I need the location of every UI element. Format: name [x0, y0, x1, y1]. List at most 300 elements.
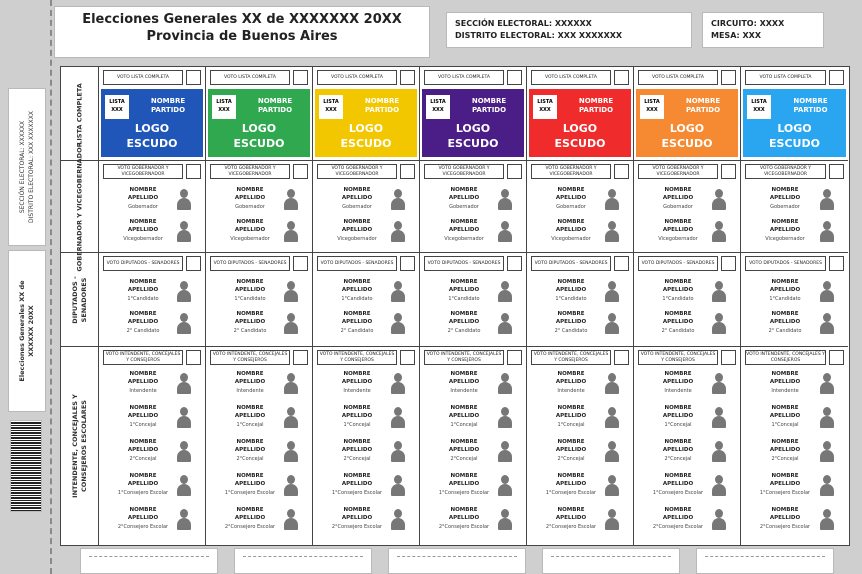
candidate-photo-icon: [605, 475, 619, 497]
candidate-first-name: NOMBRE: [664, 219, 692, 225]
candidate-first-name: NOMBRE: [557, 311, 585, 317]
party-logo: [743, 121, 846, 151]
candidate: [103, 311, 201, 341]
vote-lista-completa-label: VOTO LISTA COMPLETA: [117, 74, 169, 80]
candidate: [531, 371, 629, 401]
vote-gobernador-checkbox[interactable]: [507, 164, 522, 179]
lista-value: XXX: [218, 107, 230, 113]
candidate-first-name: NOMBRE: [664, 439, 692, 445]
candidate-role: Vicegobernador: [230, 236, 270, 242]
vote-intendente-checkbox[interactable]: [507, 350, 522, 365]
candidate-first-name: NOMBRE: [236, 405, 264, 411]
lista-number: [640, 95, 664, 119]
candidate-photo-icon: [498, 373, 512, 395]
candidate: [745, 371, 844, 401]
intendente-cell: [634, 347, 740, 545]
section-info-box: [446, 12, 692, 48]
gobernador-cell: [527, 161, 633, 253]
vote-gobernador-checkbox[interactable]: [293, 164, 308, 179]
candidate-last-name: APELLIDO: [555, 413, 587, 419]
candidate-last-name: APELLIDO: [555, 515, 587, 521]
candidate: [424, 219, 522, 249]
candidate: [745, 405, 844, 435]
vote-gobernador-label: VOTO GOBERNADOR Y VICEGOBERNADOR: [545, 165, 597, 177]
row-label-diputados-l2: SENADORES: [79, 277, 88, 322]
candidate: [745, 187, 844, 217]
vote-lista-completa-checkbox[interactable]: [293, 70, 308, 85]
vote-diputados-checkbox[interactable]: [293, 256, 308, 271]
lista-label: LISTA: [216, 99, 232, 105]
candidate-photo-icon: [284, 407, 298, 429]
escudo-text: ESCUDO: [233, 137, 285, 150]
candidate-photo-icon: [284, 221, 298, 243]
vote-lista-completa: [638, 70, 718, 85]
vote-diputados-checkbox[interactable]: [400, 256, 415, 271]
vote-intendente-checkbox[interactable]: [721, 350, 736, 365]
party-name-l2: PARTIDO: [364, 106, 400, 114]
vote-lista-completa-checkbox[interactable]: [186, 70, 201, 85]
vote-gobernador-label: VOTO GOBERNADOR Y VICEGOBERNADOR: [117, 165, 169, 177]
candidate-role: 2°Consejero Escolar: [759, 524, 811, 530]
ballot-subtitle: Provincia de Buenos Aires: [146, 29, 338, 44]
candidate-last-name: APELLIDO: [555, 227, 587, 233]
candidate-first-name: NOMBRE: [343, 279, 371, 285]
candidate-last-name: APELLIDO: [555, 447, 587, 453]
candidate-last-name: APELLIDO: [341, 195, 373, 201]
lista-completa-cell: [420, 67, 526, 161]
vote-lista-completa: [210, 70, 290, 85]
candidate-role: Gobernador: [449, 204, 479, 210]
vote-intendente-checkbox[interactable]: [186, 350, 201, 365]
candidate-first-name: NOMBRE: [450, 371, 478, 377]
candidate: [210, 371, 308, 401]
lista-number: [319, 95, 343, 119]
candidate-role: 2°Consejero Escolar: [652, 524, 704, 530]
candidate-first-name: NOMBRE: [771, 439, 799, 445]
footer-strip: [80, 548, 218, 574]
lista-value: XXX: [325, 107, 337, 113]
candidate: [317, 187, 415, 217]
vote-diputados-checkbox[interactable]: [186, 256, 201, 271]
candidate-photo-icon: [712, 373, 726, 395]
vote-intendente-label: VOTO INTENDENTE, CONCEJALES Y CONSEJEROS: [533, 351, 609, 363]
candidate-role: Gobernador: [770, 204, 800, 210]
gobernador-cell: [206, 161, 312, 253]
logo-text: LOGO: [241, 122, 277, 135]
gobernador-cell: [420, 161, 526, 253]
candidate-last-name: APELLIDO: [234, 319, 266, 325]
candidate-photo-icon: [820, 313, 834, 335]
vote-diputados-checkbox[interactable]: [721, 256, 736, 271]
candidate: [103, 279, 201, 309]
vote-lista-completa-checkbox[interactable]: [829, 70, 844, 85]
diputados-cell: [206, 253, 312, 347]
vote-intendente: [210, 350, 290, 365]
candidate: [103, 371, 201, 401]
candidate-first-name: NOMBRE: [343, 371, 371, 377]
candidate-role: 1°Candidato: [234, 296, 266, 302]
vote-gobernador-checkbox[interactable]: [186, 164, 201, 179]
lista-number: [426, 95, 450, 119]
candidate: [745, 219, 844, 249]
candidate-role: 1°Concejal: [236, 422, 264, 428]
party-logo: [315, 121, 417, 151]
party-name-l2: PARTIDO: [578, 106, 614, 114]
candidate-photo-icon: [820, 221, 834, 243]
candidate-role: 2°Concejal: [129, 456, 157, 462]
candidate-last-name: APELLIDO: [234, 515, 266, 521]
vote-gobernador-checkbox[interactable]: [400, 164, 415, 179]
candidate: [531, 219, 629, 249]
party-name-l1: NOMBRE: [685, 97, 721, 105]
vote-intendente-checkbox[interactable]: [614, 350, 629, 365]
candidate-last-name: APELLIDO: [341, 319, 373, 325]
party-logo-block: [743, 89, 846, 157]
lista-completa-cell: [99, 67, 205, 161]
candidate: [531, 507, 629, 537]
candidate-first-name: NOMBRE: [236, 279, 264, 285]
vote-diputados: [210, 256, 290, 271]
candidate-role: 2°Concejal: [664, 456, 692, 462]
candidate-last-name: APELLIDO: [662, 227, 694, 233]
candidate-role: 2° Candidato: [768, 328, 802, 334]
candidate-role: 1°Consejero Escolar: [438, 490, 490, 496]
candidate-first-name: NOMBRE: [664, 371, 692, 377]
candidate-photo-icon: [498, 475, 512, 497]
candidate-role: 1°Consejero Escolar: [652, 490, 704, 496]
vote-diputados-checkbox[interactable]: [829, 256, 844, 271]
candidate-last-name: APELLIDO: [555, 319, 587, 325]
candidate-first-name: NOMBRE: [664, 311, 692, 317]
candidate: [424, 371, 522, 401]
candidate-role: 1°Consejero Escolar: [331, 490, 383, 496]
candidate-photo-icon: [605, 509, 619, 531]
candidate: [210, 439, 308, 469]
candidate: [424, 405, 522, 435]
candidate-first-name: NOMBRE: [343, 311, 371, 317]
vote-gobernador-label: VOTO GOBERNADOR Y VICEGOBERNADOR: [331, 165, 383, 177]
vote-intendente-label: VOTO INTENDENTE, CONCEJALES Y CONSEJEROS: [319, 351, 395, 363]
vote-diputados: [424, 256, 504, 271]
party-name-l2: PARTIDO: [257, 106, 293, 114]
party-name: [242, 97, 308, 115]
lista-label: LISTA: [644, 99, 660, 105]
footer-strip: [234, 548, 372, 574]
seccion-electoral: SECCIÓN ELECTORAL: XXXXXX: [455, 19, 592, 28]
candidate-last-name: APELLIDO: [234, 413, 266, 419]
vote-lista-completa: [103, 70, 183, 85]
candidate-last-name: APELLIDO: [769, 319, 801, 325]
candidate-last-name: APELLIDO: [662, 413, 694, 419]
vote-lista-completa: [745, 70, 826, 85]
candidate-last-name: APELLIDO: [448, 379, 480, 385]
candidate-last-name: APELLIDO: [555, 287, 587, 293]
vote-lista-completa-checkbox[interactable]: [400, 70, 415, 85]
candidate: [638, 311, 736, 341]
party-name-l1: NOMBRE: [364, 97, 400, 105]
candidate-role: 1°Concejal: [771, 422, 799, 428]
candidate-photo-icon: [284, 189, 298, 211]
candidate-first-name: NOMBRE: [236, 507, 264, 513]
candidate-first-name: NOMBRE: [450, 473, 478, 479]
candidate-first-name: NOMBRE: [664, 405, 692, 411]
candidate-photo-icon: [284, 281, 298, 303]
intendente-cell: [206, 347, 312, 545]
candidate-photo-icon: [712, 189, 726, 211]
lista-value: XXX: [432, 107, 444, 113]
candidate: [317, 473, 415, 503]
candidate-last-name: APELLIDO: [127, 413, 159, 419]
vote-diputados-label: VOTO DIPUTADOS - SENADORES: [749, 260, 822, 266]
vote-intendente-checkbox[interactable]: [293, 350, 308, 365]
candidate-role: 1°Candidato: [555, 296, 587, 302]
candidate-photo-icon: [605, 407, 619, 429]
candidate-role: Intendente: [771, 388, 799, 394]
candidate-last-name: APELLIDO: [341, 481, 373, 487]
vote-intendente: [531, 350, 611, 365]
candidate-first-name: NOMBRE: [129, 279, 157, 285]
candidate-role: 1°Candidato: [448, 296, 480, 302]
candidate-photo-icon: [605, 441, 619, 463]
candidate-role: Gobernador: [342, 204, 372, 210]
candidate-last-name: APELLIDO: [341, 515, 373, 521]
candidate-photo-icon: [712, 441, 726, 463]
vote-intendente-label: VOTO INTENDENTE, CONCEJALES Y CONSEJEROS: [640, 351, 716, 363]
vote-diputados: [317, 256, 397, 271]
vote-gobernador-label: VOTO GOBERNADOR Y VICEGOBERNADOR: [759, 165, 812, 177]
candidate-last-name: APELLIDO: [448, 319, 480, 325]
vote-diputados-checkbox[interactable]: [507, 256, 522, 271]
intendente-cell: [420, 347, 526, 545]
candidate: [103, 473, 201, 503]
candidate-first-name: NOMBRE: [450, 187, 478, 193]
candidate-photo-icon: [605, 313, 619, 335]
candidate: [745, 279, 844, 309]
candidate-photo-icon: [391, 373, 405, 395]
party-logo-block: [208, 89, 310, 157]
candidate-role: Intendente: [557, 388, 585, 394]
row-label-intendente-l1: INTENDENTE, CONCEJALES Y: [70, 394, 79, 498]
candidate: [424, 187, 522, 217]
candidate-last-name: APELLIDO: [555, 379, 587, 385]
candidate-role: 2°Concejal: [343, 456, 371, 462]
vote-diputados-label: VOTO DIPUTADOS - SENADORES: [534, 260, 608, 266]
candidate: [317, 279, 415, 309]
candidate-role: 2°Consejero Escolar: [331, 524, 383, 530]
candidate-photo-icon: [391, 441, 405, 463]
candidate-role: 1°Concejal: [450, 422, 478, 428]
candidate-photo-icon: [820, 373, 834, 395]
vote-lista-completa-label: VOTO LISTA COMPLETA: [759, 74, 812, 80]
vote-diputados-label: VOTO DIPUTADOS - SENADORES: [320, 260, 394, 266]
party-logo-block: [315, 89, 417, 157]
distrito-electoral: DISTRITO ELECTORAL: XXX XXXXXXX: [455, 31, 623, 40]
candidate-role: 2° Candidato: [340, 328, 374, 334]
candidate-first-name: NOMBRE: [664, 279, 692, 285]
candidate-first-name: NOMBRE: [236, 439, 264, 445]
row-label-gobernador-text: GOBERNADOR Y VICEGOBERNADOR: [75, 141, 83, 272]
candidate-role: 1°Concejal: [557, 422, 585, 428]
vote-intendente-checkbox[interactable]: [829, 350, 844, 365]
logo-text: LOGO: [348, 122, 384, 135]
candidate-first-name: NOMBRE: [236, 311, 264, 317]
intendente-cell: [313, 347, 419, 545]
vote-gobernador-checkbox[interactable]: [614, 164, 629, 179]
escudo-text: ESCUDO: [126, 137, 178, 150]
candidate-last-name: APELLIDO: [555, 195, 587, 201]
party-logo-block: [529, 89, 631, 157]
vote-lista-completa-label: VOTO LISTA COMPLETA: [652, 74, 704, 80]
candidate-last-name: APELLIDO: [341, 379, 373, 385]
party-column: [420, 67, 527, 545]
candidate-last-name: APELLIDO: [234, 379, 266, 385]
vote-gobernador: [638, 164, 718, 179]
vote-gobernador-checkbox[interactable]: [721, 164, 736, 179]
candidate-first-name: NOMBRE: [771, 405, 799, 411]
footer-strip: [696, 548, 834, 574]
candidate-first-name: NOMBRE: [557, 507, 585, 513]
vote-diputados-checkbox[interactable]: [614, 256, 629, 271]
logo-text: LOGO: [777, 122, 812, 135]
vote-gobernador-checkbox[interactable]: [829, 164, 844, 179]
vote-lista-completa-label: VOTO LISTA COMPLETA: [224, 74, 276, 80]
candidate-first-name: NOMBRE: [771, 187, 799, 193]
candidate: [745, 473, 844, 503]
candidate-last-name: APELLIDO: [662, 515, 694, 521]
candidate-first-name: NOMBRE: [129, 219, 157, 225]
escudo-text: ESCUDO: [447, 137, 499, 150]
candidate-first-name: NOMBRE: [771, 219, 799, 225]
lista-value: XXX: [753, 107, 765, 113]
candidate-photo-icon: [712, 475, 726, 497]
candidate: [317, 371, 415, 401]
candidate-role: 1°Concejal: [664, 422, 692, 428]
mesa: MESA: XXX: [711, 31, 762, 40]
candidate-photo-icon: [712, 221, 726, 243]
lista-completa-cell: [313, 67, 419, 161]
vote-intendente: [638, 350, 718, 365]
candidate-first-name: NOMBRE: [557, 473, 585, 479]
candidate-photo-icon: [498, 441, 512, 463]
diputados-cell: [313, 253, 419, 347]
candidate-first-name: NOMBRE: [557, 405, 585, 411]
party-logo-block: [636, 89, 738, 157]
candidate-last-name: APELLIDO: [769, 413, 801, 419]
party-name-l1: NOMBRE: [471, 97, 507, 105]
row-label-lista-text: LISTA COMPLETA: [75, 82, 83, 145]
lista-number: [747, 95, 771, 119]
vote-diputados-label: VOTO DIPUTADOS - SENADORES: [427, 260, 501, 266]
candidate-role: Vicegobernador: [765, 236, 805, 242]
candidate-photo-icon: [605, 189, 619, 211]
diputados-cell: [634, 253, 740, 347]
candidate-photo-icon: [498, 221, 512, 243]
candidate-first-name: NOMBRE: [557, 187, 585, 193]
candidate-last-name: APELLIDO: [448, 481, 480, 487]
diputados-cell: [741, 253, 848, 347]
candidate-last-name: APELLIDO: [448, 195, 480, 201]
candidate: [103, 439, 201, 469]
candidate-photo-icon: [391, 313, 405, 335]
candidate-first-name: NOMBRE: [771, 279, 799, 285]
party-name-l2: PARTIDO: [471, 106, 507, 114]
candidate-first-name: NOMBRE: [129, 473, 157, 479]
escudo-text: ESCUDO: [769, 137, 820, 150]
candidate-role: 1°Consejero Escolar: [545, 490, 597, 496]
vote-intendente-checkbox[interactable]: [400, 350, 415, 365]
footer-strip: [542, 548, 680, 574]
candidate-last-name: APELLIDO: [662, 319, 694, 325]
lista-label: LISTA: [537, 99, 553, 105]
vote-diputados: [103, 256, 183, 271]
candidate-role: 2° Candidato: [233, 328, 267, 334]
candidate-photo-icon: [712, 509, 726, 531]
candidate: [424, 311, 522, 341]
vote-gobernador: [210, 164, 290, 179]
perforation-line: [50, 0, 52, 574]
vote-lista-completa-checkbox[interactable]: [614, 70, 629, 85]
ballot-grid: [60, 66, 850, 546]
gobernador-cell: [634, 161, 740, 253]
lista-number: [533, 95, 557, 119]
lista-completa-cell: [634, 67, 740, 161]
candidate: [317, 219, 415, 249]
vote-lista-completa-checkbox[interactable]: [721, 70, 736, 85]
gobernador-cell: [313, 161, 419, 253]
candidate-first-name: NOMBRE: [343, 439, 371, 445]
candidate-photo-icon: [498, 509, 512, 531]
lista-completa-cell: [206, 67, 312, 161]
vote-lista-completa-label: VOTO LISTA COMPLETA: [331, 74, 383, 80]
candidate-photo-icon: [498, 407, 512, 429]
candidate-last-name: APELLIDO: [127, 515, 159, 521]
candidate-last-name: APELLIDO: [341, 413, 373, 419]
candidate-photo-icon: [284, 313, 298, 335]
candidate-last-name: APELLIDO: [341, 287, 373, 293]
candidate-photo-icon: [820, 441, 834, 463]
candidate-role: 1°Candidato: [769, 296, 801, 302]
candidate-role: 2°Concejal: [236, 456, 264, 462]
party-name: [135, 97, 201, 115]
candidate: [638, 507, 736, 537]
candidate-first-name: NOMBRE: [664, 507, 692, 513]
candidate: [424, 507, 522, 537]
candidate-first-name: NOMBRE: [343, 473, 371, 479]
candidate-last-name: APELLIDO: [662, 379, 694, 385]
candidate: [210, 279, 308, 309]
candidate-last-name: APELLIDO: [234, 481, 266, 487]
candidate-last-name: APELLIDO: [769, 379, 801, 385]
vote-intendente-label: VOTO INTENDENTE, CONCEJALES Y CONSEJEROS: [105, 351, 181, 363]
circuit-info-box: [702, 12, 824, 48]
candidate-role: 1°Consejero Escolar: [224, 490, 276, 496]
stub-distrito: DISTRITO ELECTORAL: XXX XXXXXXX: [28, 111, 35, 223]
candidate-role: 1°Candidato: [341, 296, 373, 302]
candidate-first-name: NOMBRE: [557, 219, 585, 225]
candidate-photo-icon: [177, 441, 191, 463]
party-column: [634, 67, 741, 545]
vote-diputados: [638, 256, 718, 271]
party-name-l2: PARTIDO: [150, 106, 186, 114]
vote-intendente: [745, 350, 826, 365]
party-name-l1: NOMBRE: [578, 97, 614, 105]
intendente-cell: [99, 347, 205, 545]
candidate-role: 2°Consejero Escolar: [438, 524, 490, 530]
candidate: [317, 405, 415, 435]
stub-seccion: SECCIÓN ELECTORAL: XXXXXX: [19, 120, 26, 214]
vote-lista-completa-checkbox[interactable]: [507, 70, 522, 85]
candidate-role: 1°Concejal: [343, 422, 371, 428]
